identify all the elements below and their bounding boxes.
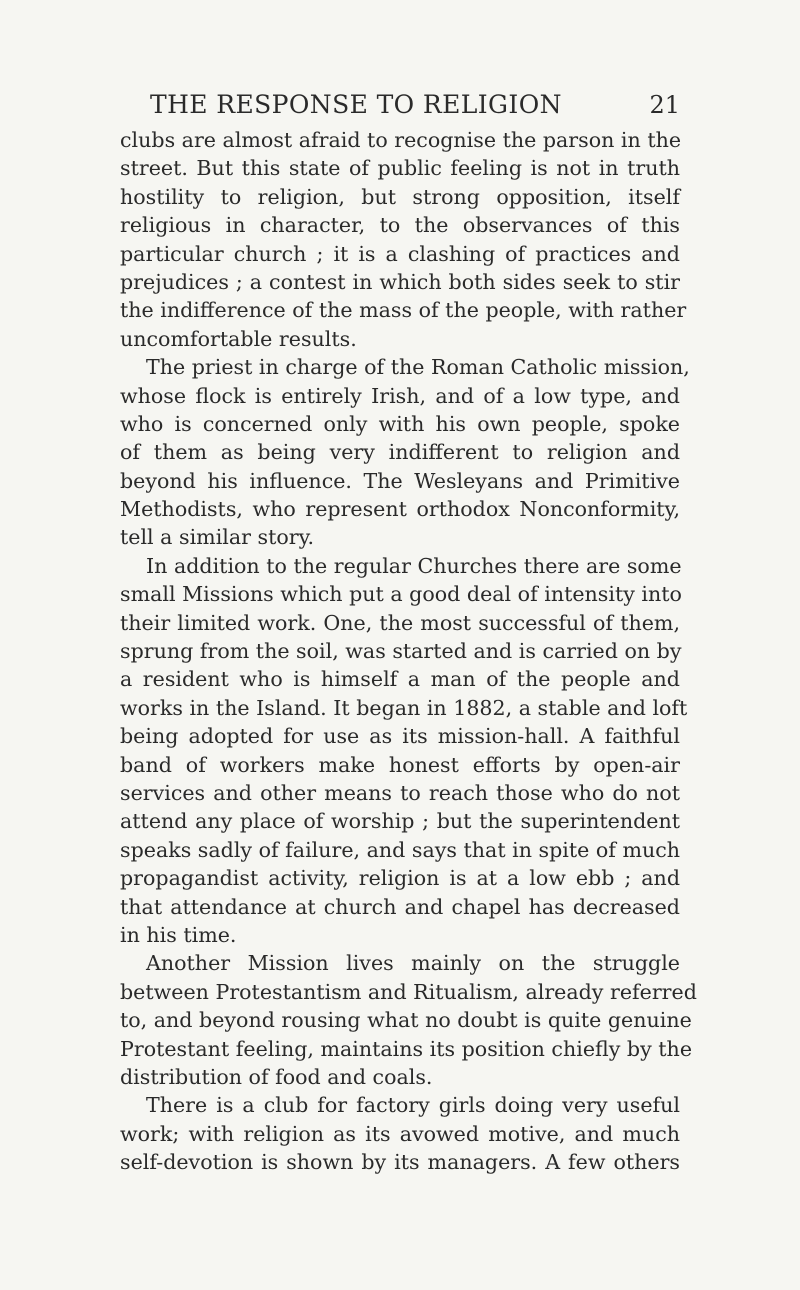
text-line: propagandist activity, religion is at a low ebb ; and [120,866,680,891]
text-line: to, and beyond rousing what no doubt is quite genuine [120,1008,692,1033]
text-line: who is concerned only with his own people, spoke [120,411,680,436]
text-line: that attendance at church and chapel has decreased [120,894,680,919]
text-line: small Missions which put a good deal of intensity into [120,582,682,607]
text-line: band of workers make honest efforts by open-air [120,752,680,777]
text-line: Protestant feeling, maintains its position chiefly by the [120,1036,693,1061]
page-number: 21 [649,91,680,119]
text-line: the indifference of the mass of the people, with rather [120,298,687,323]
text-line: their limited work. One, the most successful of them, [120,610,680,635]
text-line: The priest in charge of the Roman Catholic mission, [146,355,690,380]
text-line: in his time. [120,922,237,947]
text-line: street. But this state of public feeling is not in truth [120,156,680,181]
text-line: works in the Island. It began in 1882, a stable and loft [120,695,688,720]
text-line: Another Mission lives mainly on the struggle [146,951,680,976]
text-line: tell a similar story. [120,525,315,550]
text-line: work; with religion as its avowed motive, and much [120,1121,680,1146]
text-line: between Protestantism and Ritualism, already referred [120,979,697,1004]
text-line: speaks sadly of failure, and says that in spite of much [120,837,681,862]
text-line: whose flock is entirely Irish, and of a low type, and [120,383,680,408]
text-line: religious in character, to the observances of this [120,213,680,238]
body-text [120,126,697,1176]
text-line: In addition to the regular Churches there are some [146,553,682,578]
text-line: sprung from the soil, was started and is carried on by [120,639,682,664]
text-line: particular church ; it is a clashing of practices and [120,241,680,266]
text-line: uncomfortable results. [120,326,357,351]
text-line: of them as being very indifferent to religion and [120,440,680,465]
text-line: distribution of food and coals. [120,1064,433,1089]
text-line: Methodists, who represent orthodox Nonconformity, [120,497,680,522]
text-line: attend any place of worship ; but the superintendent [120,809,680,834]
text-line: clubs are almost afraid to recognise the parson in the [120,128,682,152]
text-line: a resident who is himself a man of the people and [120,667,680,692]
text-line: being adopted for use as its mission-hall. A faithful [120,724,680,749]
text-line: services and other means to reach those who do not [120,780,680,805]
running-title: THE RESPONSE TO RELIGION [150,90,562,119]
text-line: prejudices ; a contest in which both sides seek to stir [120,269,680,294]
running-head [120,88,680,122]
text-line: self-devotion is shown by its managers. A few others [120,1150,680,1175]
text-line: beyond his influence. The Wesleyans and Primitive [120,468,680,493]
text-line: There is a club for factory girls doing very useful [146,1093,680,1118]
text-line: hostility to religion, but strong opposition, itself [120,184,680,209]
